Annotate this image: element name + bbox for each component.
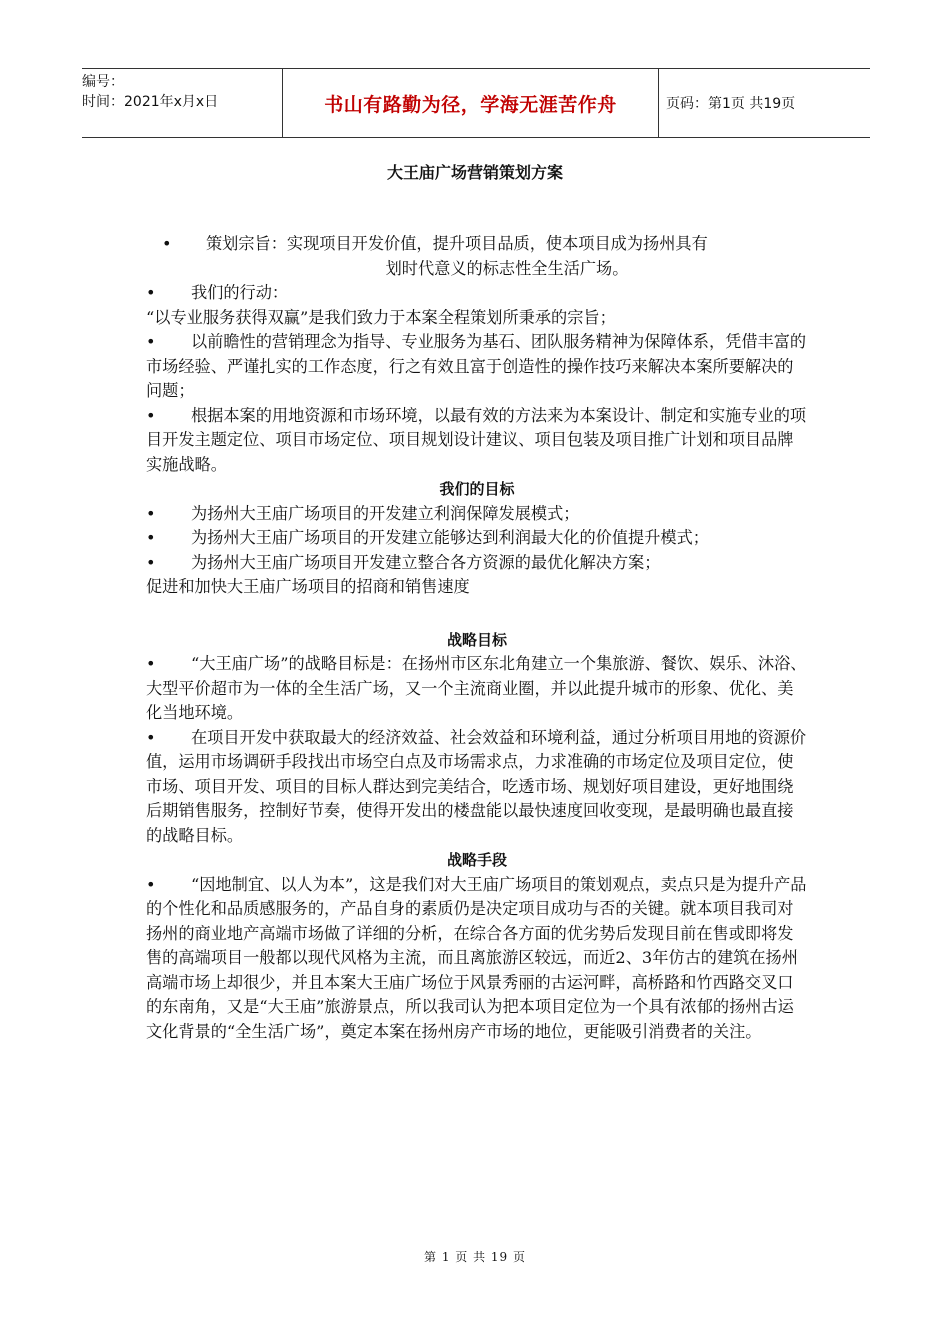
- bullet-icon: •: [146, 332, 156, 351]
- header-motto: 书山有路勤为径，学海无涯苦作舟: [324, 93, 617, 116]
- bullet-icon: •: [146, 528, 156, 547]
- bullet-icon: •: [146, 503, 156, 523]
- page-footer: 第 1 页 共 19 页: [424, 1250, 526, 1264]
- list-item: • 为扬州大王庙广场项目的开发建立能够达到利润最大化的价值提升模式；: [146, 526, 808, 551]
- list-item: • “因地制宜、以人为本”，这是我们对大王庙广场项目的策划观点，卖点只是为提升产品的个性化和品质感服务的，产品自身的素质仍是决定项目成功与否的关键。就本项目我司对扬州的商业地产高端市场做了详细的分析，在综合各方面的优劣势后发现目前在售或即将发售的高端项目一般都以现代风格为主流，而且离旅游区较远，而近2、3年仿古的建筑在扬州高端市场上却很少，并且本案大王庙广场位于风景秀丽的古运河畔，高桥路和竹西路交叉口的东南角，又是“大王庙”旅游景点，所以我司认为把本项目定位为一个具有浓郁的扬州古运文化背景的“全生活广场”，奠定本案在扬州房产市场的地位，更能吸引消费者的关注。: [146, 874, 807, 1041]
- header-motto-cell: [282, 69, 659, 137]
- list-item: • 为扬州大王庙广场项目开发建立整合各方资源的最优化解决方案；: [146, 551, 808, 576]
- purpose-line-2: 划时代意义的标志性全生活广场。: [385, 258, 629, 278]
- document-body: [146, 232, 808, 1044]
- strategy-means-heading: 战略手段: [446, 851, 507, 869]
- document-number-label: 编号：: [82, 74, 124, 90]
- document-time-label: 时间：2021年x月x日: [82, 94, 219, 110]
- bullet-icon: •: [146, 874, 156, 894]
- actions-slogan: “以专业服务获得双赢”是我们致力于本案全程策划所秉承的宗旨；: [146, 307, 616, 327]
- purpose-paragraph: [146, 232, 808, 281]
- header-page-info: 页码：第1页 共19页: [666, 96, 796, 112]
- list-item: • “大王庙广场”的战略目标是：在扬州市区东北角建立一个集旅游、餐饮、娱乐、沐浴、大型平价超市为一体的全生活广场，又一个主流商业圈，并以此提升城市的形象、优化、美化当地环境。: [146, 654, 807, 722]
- strategy-goal-heading: 战略目标: [446, 630, 507, 649]
- actions-heading: • 我们的行动：: [146, 281, 808, 306]
- goals-heading: 我们的目标: [439, 480, 515, 498]
- bullet-icon: •: [146, 552, 156, 572]
- bullet-icon: •: [146, 405, 156, 425]
- bullet-icon: •: [162, 234, 172, 253]
- bullet-icon: •: [146, 283, 156, 302]
- list-item: • 以前瞻性的营销理念为指导、专业服务为基石、团队服务精神为保障体系，凭借丰富的市场经验、严谨扎实的工作态度，行之有效且富于创造性的操作技巧来解决本案所要解决的问题；: [146, 332, 807, 400]
- goals-closing: 促进和加快大王庙广场项目的招商和销售速度: [146, 577, 470, 596]
- header-meta: [82, 69, 282, 140]
- page-header: [82, 68, 870, 138]
- bullet-icon: •: [146, 727, 156, 747]
- list-item: • 为扬州大王庙广场项目的开发建立利润保障发展模式；: [146, 502, 808, 527]
- purpose-line-1: 策划宗旨：实现项目开发价值，提升项目品质，使本项目成为扬州具有: [206, 234, 708, 253]
- bullet-icon: •: [146, 654, 156, 673]
- document-title: 大王庙广场营销策划方案: [386, 163, 563, 182]
- list-item: • 在项目开发中获取最大的经济效益、社会效益和环境利益，通过分析项目用地的资源价值，运用市场调研手段找出市场空白点及市场需求点，力求准确的市场定位及项目定位，使市场、项目开发、项目的目标人群达到完美结合，吃透市场、规划好项目建设，更好地围绕后期销售服务，控制好节奏，使得开发出的楼盘能以最快速度回收变现，是最明确也最直接的战略目标。: [146, 727, 807, 845]
- list-item: • 根据本案的用地资源和市场环境，以最有效的方法来为本案设计、制定和实施专业的项目开发主题定位、项目市场定位、项目规划设计建议、项目包装及项目推广计划和项目品牌实施战略。: [146, 405, 807, 474]
